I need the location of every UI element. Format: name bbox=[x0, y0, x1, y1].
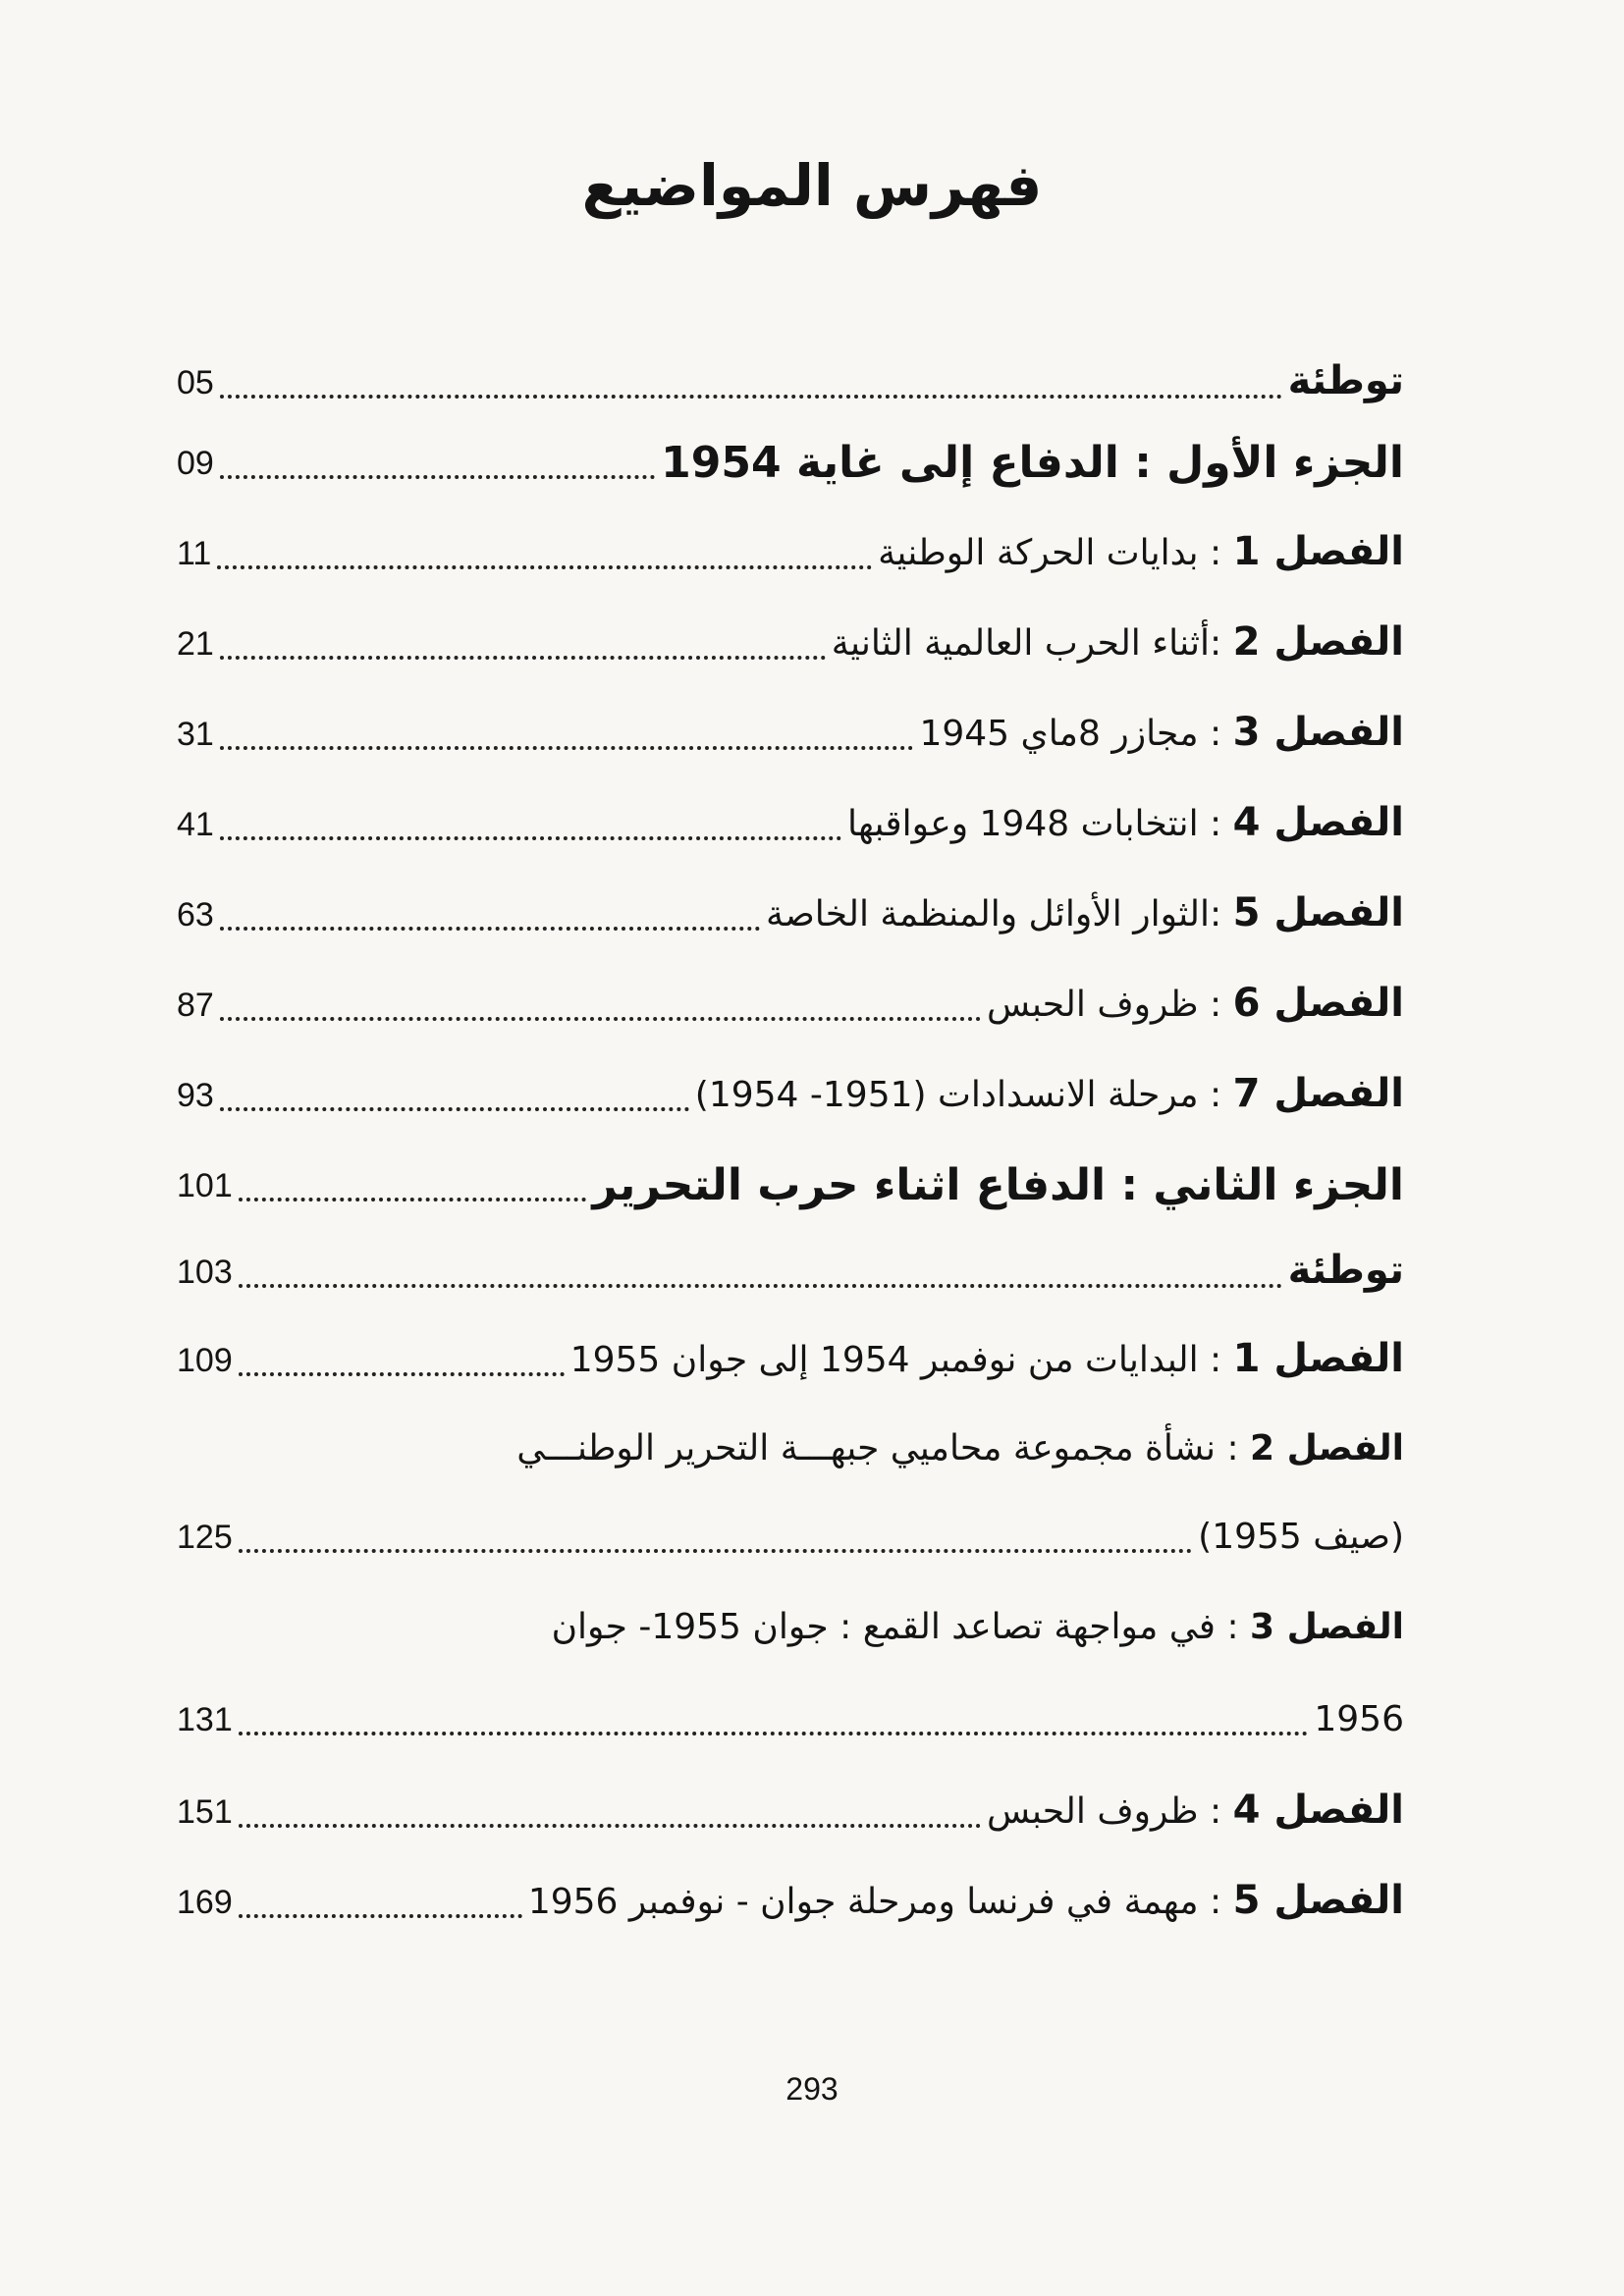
dot-leader bbox=[220, 475, 655, 479]
toc-entry-label: الفصل 4 : انتخابات 1948 وعواقبها bbox=[846, 800, 1404, 845]
toc-entry-continuation-text: (صيف 1955) bbox=[1198, 1517, 1404, 1557]
dot-leader bbox=[220, 1017, 981, 1021]
toc-entry-page: 169 bbox=[177, 1884, 233, 1921]
toc-entry bbox=[177, 1243, 1404, 1302]
toc-entry-label: الفصل 3 : في مواجهة تصاعد القمع : جوان 1955- جوان bbox=[551, 1607, 1404, 1647]
dot-leader bbox=[220, 1107, 689, 1111]
toc-entry-label: الفصل 1 : بدايات الحركة الوطنية bbox=[878, 529, 1404, 574]
toc-entry-label: توطئة bbox=[1287, 1248, 1404, 1293]
toc-part-heading bbox=[177, 1156, 1404, 1215]
toc-entry-page: 131 bbox=[177, 1701, 233, 1738]
toc-entry bbox=[177, 1331, 1404, 1390]
toc-entry-continuation bbox=[177, 1690, 1404, 1749]
toc-entry-label: الفصل 2 :أثناء الحرب العالمية الثانية bbox=[831, 619, 1404, 665]
toc-entry-label: الجزء الثاني : الدفاع اثناء حرب التحرير bbox=[592, 1160, 1404, 1210]
toc-entry-continuation-text: 1956 bbox=[1314, 1699, 1404, 1739]
toc-entry-label: الجزء الأول : الدفاع إلى غاية 1954 bbox=[661, 438, 1404, 488]
toc-entry-page: 101 bbox=[177, 1167, 233, 1204]
toc-entry bbox=[177, 976, 1404, 1035]
dot-leader bbox=[239, 1372, 565, 1376]
toc-entry-page: 151 bbox=[177, 1793, 233, 1831]
dot-leader bbox=[239, 1824, 981, 1828]
dot-leader bbox=[220, 836, 841, 840]
toc-entry bbox=[177, 885, 1404, 944]
toc-entry bbox=[177, 705, 1404, 764]
toc-entry-first-line bbox=[177, 1598, 1404, 1657]
toc-entry-page: 11 bbox=[177, 535, 212, 572]
toc-entry-label: توطئة bbox=[1287, 358, 1404, 403]
toc-entry-label: الفصل 4 : ظروف الحبس bbox=[986, 1788, 1404, 1833]
toc-entry-page: 21 bbox=[177, 625, 214, 663]
toc-entry-page: 93 bbox=[177, 1077, 214, 1114]
toc-entry bbox=[177, 795, 1404, 854]
dot-leader bbox=[239, 1914, 522, 1918]
toc-entry bbox=[177, 353, 1404, 412]
dot-leader bbox=[220, 656, 826, 660]
toc-entry bbox=[177, 1873, 1404, 1932]
toc-entry bbox=[177, 1066, 1404, 1125]
dot-leader bbox=[217, 565, 872, 569]
toc-part-heading bbox=[177, 434, 1404, 493]
toc-entry bbox=[177, 1783, 1404, 1842]
toc-entry-page: 31 bbox=[177, 716, 214, 753]
toc-entry-first-line bbox=[177, 1419, 1404, 1478]
toc-entry-page: 05 bbox=[177, 364, 214, 401]
toc-entry-page: 09 bbox=[177, 445, 214, 482]
toc-entry-label: الفصل 2 : نشأة مجموعة محاميي جبهـــة التحرير الوطنـــي bbox=[516, 1428, 1404, 1468]
toc-entry-label: الفصل 5 : مهمة في فرنسا ومرحلة جوان - نوفمبر 1956 bbox=[527, 1878, 1404, 1923]
toc-entry-label: الفصل 6 : ظروف الحبس bbox=[986, 981, 1404, 1026]
dot-leader bbox=[220, 927, 760, 931]
toc-entry-label: الفصل 3 : مجازر 8ماي 1945 bbox=[919, 710, 1404, 755]
toc-entry-page: 103 bbox=[177, 1254, 233, 1291]
toc-entry-page: 125 bbox=[177, 1519, 233, 1556]
dot-leader bbox=[220, 746, 914, 750]
toc-entry bbox=[177, 614, 1404, 673]
toc-entry-label: الفصل 5 :الثوار الأوائل والمنظمة الخاصة bbox=[765, 890, 1404, 935]
page-title: فهرس المواضيع bbox=[581, 152, 1043, 219]
toc-entry-continuation bbox=[177, 1508, 1404, 1567]
dot-leader bbox=[239, 1284, 1282, 1288]
toc-entry-label: الفصل 7 : مرحلة الانسدادات (1951- 1954) bbox=[694, 1071, 1404, 1116]
toc-entry-page: 109 bbox=[177, 1342, 233, 1379]
toc-entry-page: 41 bbox=[177, 806, 214, 843]
dot-leader bbox=[220, 395, 1282, 399]
toc-entry-page: 87 bbox=[177, 987, 214, 1024]
toc-entry bbox=[177, 524, 1404, 583]
toc-entry-page: 63 bbox=[177, 896, 214, 934]
dot-leader bbox=[239, 1732, 1309, 1735]
dot-leader bbox=[239, 1198, 587, 1201]
page-number: 293 bbox=[785, 2071, 839, 2107]
dot-leader bbox=[239, 1549, 1192, 1553]
toc-entry-label: الفصل 1 : البدايات من نوفمبر 1954 إلى جوان 1955 bbox=[569, 1336, 1404, 1381]
